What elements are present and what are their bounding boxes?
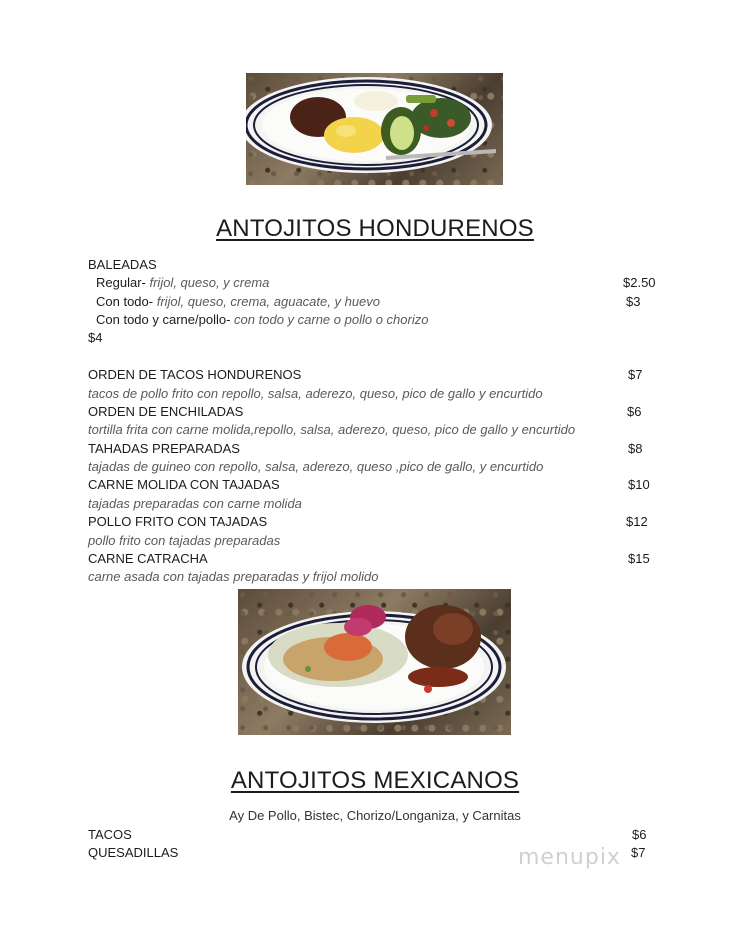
menu-item-price: $7: [631, 845, 646, 860]
catracha-plate-photo: [238, 589, 511, 735]
honduran-section-title: ANTOJITOS HONDURENOS: [216, 215, 534, 242]
breakfast-plate-photo: [246, 73, 503, 185]
baleada-regular: [96, 275, 269, 291]
menu-item-name: TAHADAS PREPARADAS: [88, 441, 240, 456]
menu-item-description: tajadas preparadas con carne molida: [88, 496, 302, 511]
baleada-con-todo: [96, 294, 380, 310]
menu-item-name: ORDEN DE ENCHILADAS: [88, 404, 244, 419]
menu-item-name: TACOS: [88, 827, 132, 842]
menu-item-name: POLLO FRITO CON TAJADAS: [88, 514, 268, 529]
menu-item-name: ORDEN DE TACOS HONDURENOS: [88, 367, 302, 382]
watermark-logo: menupix: [518, 845, 621, 870]
item-name: Regular-: [96, 275, 146, 290]
menu-item-price: $8: [628, 441, 643, 456]
baleada-regular-price: $2.50: [623, 275, 656, 290]
menu-item-price: $7: [628, 367, 643, 382]
menu-item-description: tacos de pollo frito con repollo, salsa, aderezo, queso, pico de gallo y encurtido: [88, 386, 543, 401]
item-description: con todo y carne o pollo o chorizo: [234, 312, 429, 327]
item-name: Con todo-: [96, 294, 154, 309]
item-name: Con todo y carne/pollo-: [96, 312, 231, 327]
item-description: frijol, queso, y crema: [149, 275, 270, 290]
baleadas-label: BALEADAS: [88, 257, 157, 272]
menu-item-price: $6: [627, 404, 642, 419]
menu-item-price: $10: [628, 477, 650, 492]
menu-item-description: carne asada con tajadas preparadas y frijol molido: [88, 569, 379, 584]
menu-item-description: tortilla frita con carne molida,repollo, salsa, aderezo, queso, pico de gallo y encurtido: [88, 422, 576, 437]
menu-item-description: pollo frito con tajadas preparadas: [88, 533, 281, 548]
menu-item-name: CARNE MOLIDA CON TAJADAS: [88, 477, 280, 492]
menu-item-price: $15: [628, 551, 650, 566]
baleada-con-todo-price: $3: [626, 294, 641, 309]
mexican-section-subtitle: Ay De Pollo, Bistec, Chorizo/Longaniza, y Carnitas: [229, 808, 521, 823]
menu-item-description: tajadas de guineo con repollo, salsa, aderezo, queso ,pico de gallo, y encurtido: [88, 459, 544, 474]
menu-item-price: $12: [626, 514, 648, 529]
menu-item-price: $6: [632, 827, 647, 842]
item-description: frijol, queso, crema, aguacate, y huevo: [156, 294, 381, 309]
menu-item-name: CARNE CATRACHA: [88, 551, 208, 566]
mexican-section-title: ANTOJITOS MEXICANOS: [230, 767, 520, 794]
baleada-con-carne-price: $4: [88, 330, 103, 345]
menu-item-name: QUESADILLAS: [88, 845, 179, 860]
baleada-con-carne: [96, 312, 428, 328]
